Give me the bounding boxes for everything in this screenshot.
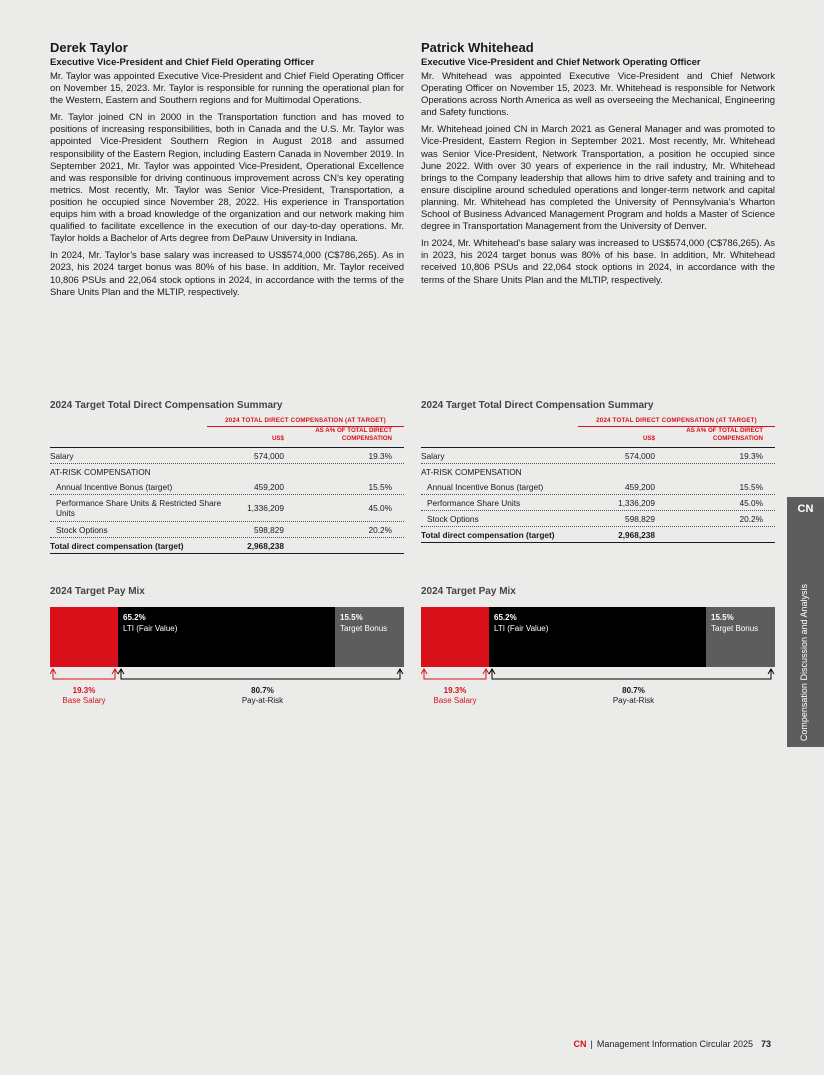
pay-at-risk-label: 80.7% Pay-at-Risk [612, 686, 655, 705]
executive-title: Executive Vice-President and Chief Field Operating Officer [50, 57, 315, 68]
table-row: Stock Options 598,829 20.2% [421, 511, 775, 527]
column-header-percent: AS A% OF TOTAL DIRECT COMPENSATION [315, 427, 392, 442]
page-number: 73 [760, 1039, 771, 1049]
footer-document-title: Management Information Circular 2025 [596, 1039, 753, 1049]
table-row: Performance Share Units & Restricted Share Units 1,336,209 45.0% [50, 495, 404, 522]
compensation-summary-table-left [50, 400, 404, 554]
executive-name: Patrick Whitehead [421, 40, 534, 55]
table-group-header: 2024 TOTAL DIRECT COMPENSATION (AT TARGET) [207, 417, 404, 427]
base-salary-segment [421, 607, 489, 667]
footer-separator: | [590, 1039, 593, 1049]
base-salary-label: 19.3% Base Salary [433, 686, 477, 705]
table-title: 2024 Target Total Direct Compensation Summary [50, 400, 283, 411]
column-header-usd: US$ [271, 435, 284, 442]
base-salary-label: 19.3% Base Salary [62, 686, 106, 705]
table-title: 2024 Target Total Direct Compensation Summary [421, 400, 654, 411]
pay-mix-bar-left [50, 607, 404, 667]
target-bonus-segment: 15.5% Target Bonus [335, 607, 404, 667]
pay-mix-title: 2024 Target Pay Mix [50, 586, 145, 597]
column-header-usd: US$ [642, 435, 655, 442]
table-row: Annual Incentive Bonus (target) 459,200 15.5% [50, 479, 404, 495]
bio-paragraph: Mr. Taylor joined CN in 2000 in the Transportation function and has moved to positions of increasing responsibilities, both in Canada and the U.S. Mr. Taylor was appointed Vice-President Southern Region in August 2018 and assumed responsibility of the Eastern Region, including Eastern Canada in November 2019. In September 2021, Mr. Taylor was appointed Vice-President, Operational Excellence and was responsible for driving continuous improvement across CN’s key operating metrics. Most recently, Mr. Taylor was Senior Vice-President, Transportation, a position he occupied since November 28, 2022. His experience in Transportation equips him with a broad knowledge of the organization and our network making him qualified to facilitate excellence in the execution of our day-to-day operations. Mr. Taylor holds a Bachelor of Arts degree from DePauw University in Indiana. [50, 112, 404, 245]
table-total-row: Total direct compensation (target) 2,968,238 [50, 538, 404, 554]
lti-segment: 65.2% LTI (Fair Value) [118, 607, 335, 667]
executive-profile-left [50, 40, 404, 304]
pay-at-risk-label: 80.7% Pay-at-Risk [241, 686, 284, 705]
section-tab[interactable] [787, 497, 824, 747]
table-section-row: AT-RISK COMPENSATION [421, 466, 522, 477]
footer-brand: CN [573, 1039, 587, 1049]
base-salary-segment [50, 607, 118, 667]
lti-segment: 65.2% LTI (Fair Value) [489, 607, 706, 667]
cn-logo-icon: CN [797, 503, 814, 515]
table-row: Salary 574,000 19.3% [421, 448, 775, 464]
table-row: Stock Options 598,829 20.2% [50, 522, 404, 538]
target-bonus-segment: 15.5% Target Bonus [706, 607, 775, 667]
executive-profile-right [421, 40, 775, 292]
executive-title: Executive Vice-President and Chief Network Operating Officer [421, 57, 701, 68]
pay-mix-title: 2024 Target Pay Mix [421, 586, 516, 597]
bio-paragraph: Mr. Taylor was appointed Executive Vice-President and Chief Field Operating Officer on November 15, 2023. Mr. Taylor is responsible for running the operational plan for the Western, Eastern and Southern regions and for Multimodal Operations. [50, 71, 404, 107]
executive-name: Derek Taylor [50, 40, 128, 55]
compensation-summary-table-right [421, 400, 775, 543]
bio-paragraph: In 2024, Mr. Taylor’s base salary was increased to US$574,000 (C$786,265). As in 2023, his 2024 target bonus was 80% of his base. In addition, Mr. Taylor received 10,806 PSUs and 22,064 stock options in 2024, in accordance with the terms of the Share Units Plan and the MLTIP, respectively. [50, 250, 404, 298]
table-group-header: 2024 TOTAL DIRECT COMPENSATION (AT TARGET) [578, 417, 775, 427]
pay-mix-bar-right [421, 607, 775, 667]
column-header-percent: AS A% OF TOTAL DIRECT COMPENSATION [686, 427, 763, 442]
table-row: Performance Share Units 1,336,209 45.0% [421, 495, 775, 511]
table-section-row: AT-RISK COMPENSATION [50, 466, 151, 477]
bio-paragraph: In 2024, Mr. Whitehead’s base salary was increased to US$574,000 (C$786,265). As in 2023, his 2024 target bonus was 80% of his base. In addition, Mr. Whitehead received 10,806 PSUs and 22,064 stock options in 2024, in accordance with the terms of the Share Units Plan and the MLTIP, respectively. [421, 238, 775, 286]
page-footer [574, 1039, 771, 1049]
bio-paragraph: Mr. Whitehead joined CN in March 2021 as General Manager and was promoted to Vice-President, Eastern Region in September 2021. Most recently, Mr. Whitehead was Senior Vice-President, Network Transportation, a position he occupied since June 2022. With over 30 years of experience in the rail industry, Mr. Whitehead brings to the Company leadership that allows him to drive safety and training and to ensure discipline around scheduled operations and longer-term network and capital planning. Mr. Whitehead has completed the University of Pennsylvania’s Wharton School of Business Advanced Management Program and holds a Master of Science degree in Transportation Management from the University of Denver. [421, 124, 775, 233]
pay-mix-brackets-right [421, 667, 775, 687]
table-row: Salary 574,000 19.3% [50, 448, 404, 464]
table-row: Annual Incentive Bonus (target) 459,200 15.5% [421, 479, 775, 495]
section-tab-label: Compensation Discussion and Analysis [799, 583, 809, 741]
executive-bio [50, 71, 404, 299]
table-total-row: Total direct compensation (target) 2,968,238 [421, 527, 775, 543]
bio-paragraph: Mr. Whitehead was appointed Executive Vice-President and Chief Network Operating Officer on November 15, 2023. Mr. Whitehead is responsible for Network Operations across North America as well as overseeing the Mechanical, Engineering and Safety functions. [421, 71, 775, 119]
pay-mix-brackets-left [50, 667, 404, 687]
executive-bio [421, 71, 775, 287]
